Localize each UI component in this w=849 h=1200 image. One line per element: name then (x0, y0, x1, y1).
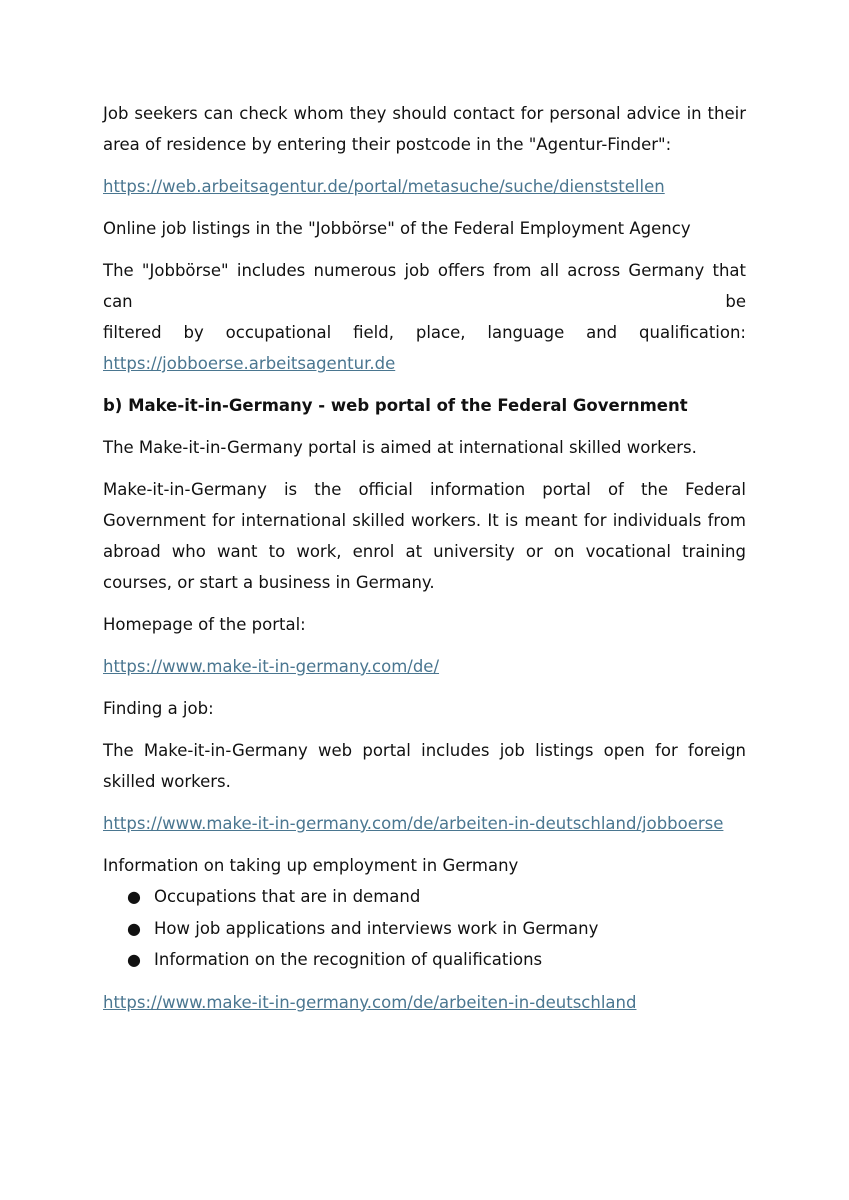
link-paragraph-dienststellen (103, 171, 746, 202)
document-page (103, 98, 746, 1029)
paragraph-job-listings: The Make-it-in-Germany web portal includes job listings open for foreign skilled workers. (103, 741, 746, 791)
link-dienststellen[interactable]: https://web.arbeitsagentur.de/portal/metasuche/suche/dienststellen (103, 177, 665, 196)
jobboerse-line-1: The "Jobbörse" includes numerous job offers from all across Germany that can be (103, 261, 746, 311)
bullet-icon: ● (127, 918, 141, 938)
paragraph-portal-aim: The Make-it-in-Germany portal is aimed at international skilled workers. (103, 438, 697, 457)
link-make-it-in-germany-jobboerse[interactable]: https://www.make-it-in-germany.com/de/arbeiten-in-deutschland/jobboerse (103, 814, 724, 833)
link-paragraph-homepage (103, 651, 746, 682)
paragraph-finding-job: Finding a job: (103, 699, 214, 718)
link-make-it-in-germany-homepage[interactable]: https://www.make-it-in-germany.com/de/ (103, 657, 440, 676)
link-paragraph-arbeiten (103, 987, 746, 1018)
link-jobboerse[interactable]: https://jobboerse.arbeitsagentur.de (103, 354, 396, 373)
link-paragraph-jobboerse-mig (103, 808, 746, 839)
list-item (103, 913, 746, 945)
jobboerse-line-2: filtered by occupational field, place, language and qualification: (103, 323, 746, 342)
paragraph-jobboerse-description (103, 255, 746, 379)
list-item-text: Information on the recognition of qualifications (154, 950, 543, 969)
list-item-text: How job applications and interviews work in Germany (154, 918, 599, 938)
paragraph-portal-description: Make-it-in-Germany is the official information portal of the Federal Government for international skilled workers. It is meant for individuals from abroad who want to work, enrol at university or on vocational training courses, or start a business in Germany. (103, 480, 746, 592)
paragraph-employment-info: Information on taking up employment in Germany (103, 856, 519, 875)
list-item-text: Occupations that are in demand (154, 887, 421, 906)
bullet-icon: ● (127, 950, 141, 969)
section-heading-make-it-in-germany: b) Make-it-in-Germany - web portal of the Federal Government (103, 396, 688, 415)
bullet-list (103, 881, 746, 976)
paragraph-agentur-finder: Job seekers can check whom they should contact for personal advice in their area of residence by entering their postcode in the "Agentur-Finder": (103, 104, 746, 154)
list-item (103, 881, 746, 913)
bullet-icon: ● (127, 887, 141, 906)
list-item (103, 944, 746, 976)
paragraph-jobboerse-intro: Online job listings in the "Jobbörse" of the Federal Employment Agency (103, 219, 691, 238)
link-make-it-in-germany-arbeiten[interactable]: https://www.make-it-in-germany.com/de/arbeiten-in-deutschland (103, 992, 637, 1012)
paragraph-homepage-label: Homepage of the portal: (103, 615, 306, 634)
